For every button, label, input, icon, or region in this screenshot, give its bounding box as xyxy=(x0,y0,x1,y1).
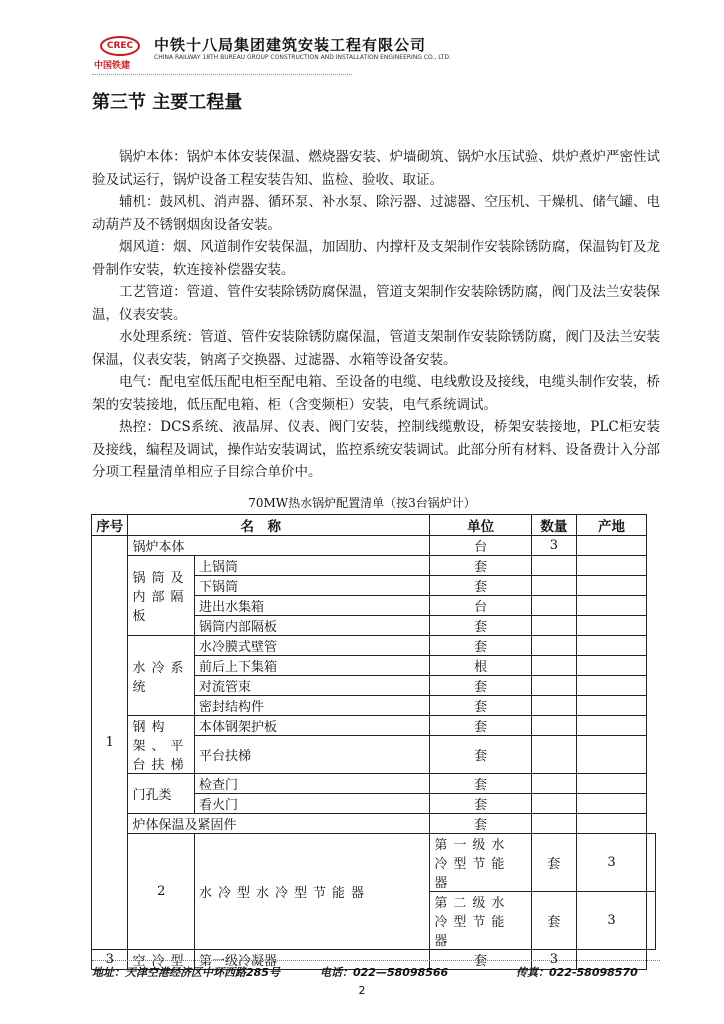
equipment-table xyxy=(91,514,656,970)
footer-fax: 传真：022-58098570 xyxy=(516,966,638,979)
boiler-body-qty: 3 xyxy=(531,536,576,556)
item-name: 看火门 xyxy=(195,794,430,814)
item-name: 前后上下集箱 xyxy=(195,656,430,676)
logo-text: 中国铁建 xyxy=(94,61,131,71)
table-row xyxy=(92,716,656,736)
company-name-cn: 中铁十八局集团建筑安装工程有限公司 xyxy=(154,36,427,54)
item-unit: 套 xyxy=(430,716,531,736)
insulation-name: 炉体保温及紧固件 xyxy=(128,814,430,834)
door-group: 门孔类 xyxy=(128,774,195,814)
page-header xyxy=(92,32,652,76)
item-name: 对流管束 xyxy=(195,676,430,696)
logo-mark: CREC xyxy=(100,36,140,56)
header-divider xyxy=(92,74,352,75)
item-unit: 套 xyxy=(430,950,531,970)
item-name: 第一级冷凝器 xyxy=(195,950,430,970)
footer-phone: 电话：022—58098566 xyxy=(320,966,449,979)
item-unit: 套 xyxy=(430,736,531,774)
row-no-1: 1 xyxy=(92,536,128,950)
header-origin: 产地 xyxy=(577,515,647,536)
item-unit: 套 xyxy=(430,636,531,656)
row-no-3: 3 xyxy=(92,950,128,970)
table-row xyxy=(92,834,656,892)
paragraph-thermal-control: 热控：DCS系统、液晶屏、仪表、阀门安装，控制线缆敷设，桥架安装接地，PLC柜安装及接线，编程及调试，操作站安装调试，监控系统安装调试。此部分所有材料、设备费计入分部分项工程量清单相应子目综合单价中。 xyxy=(92,419,660,480)
water-group: 水冷系统 xyxy=(128,636,195,716)
table-title: 70MW热水锅炉配置清单（按3台锅炉计） xyxy=(248,496,476,510)
item-unit: 套 xyxy=(430,696,531,716)
body-text xyxy=(92,146,660,484)
item-qty: 3 xyxy=(531,950,576,970)
item-unit: 套 xyxy=(430,556,531,576)
table-row xyxy=(92,556,656,576)
item-unit: 套 xyxy=(430,576,531,596)
drum-group: 锅筒及内部隔板 xyxy=(128,556,195,636)
company-name-en: CHINA RAILWAY 18TH BUREAU GROUP CONSTRUCTION AND INSTALLATION ENGINEERING CO., LTD. xyxy=(154,54,451,61)
insulation-unit: 套 xyxy=(430,814,531,834)
item-unit: 套 xyxy=(430,794,531,814)
paragraph-electrical: 电气：配电室低压配电柜至配电箱、至设备的电缆、电线敷设及接线，电缆头制作安装，桥架的安装接地，低压配电箱、柜（含变频柜）安装，电气系统调试。 xyxy=(92,374,660,413)
item-name: 锅筒内部隔板 xyxy=(195,616,430,636)
paragraph-process-piping: 工艺管道：管道、管件安装除锈防腐保温，管道支架制作安装除锈防腐，阀门及法兰安装保温，仪表安装。 xyxy=(92,284,660,323)
footer-divider xyxy=(92,960,660,961)
boiler-body-name: 锅炉本体 xyxy=(128,536,430,556)
header-unit: 单位 xyxy=(430,515,531,536)
economizer-group: 水冷型水冷型节能器 xyxy=(195,834,430,950)
row-no-2: 2 xyxy=(128,834,195,950)
item-unit: 套 xyxy=(531,834,576,892)
item-name: 密封结构件 xyxy=(195,696,430,716)
item-name: 本体钢架护板 xyxy=(195,716,430,736)
item-unit: 套 xyxy=(430,616,531,636)
table-row xyxy=(92,814,656,834)
table-row xyxy=(92,774,656,794)
item-name: 水冷膜式壁管 xyxy=(195,636,430,656)
item-unit: 套 xyxy=(430,774,531,794)
header-qty: 数量 xyxy=(531,515,576,536)
page-number: 2 xyxy=(358,984,366,997)
footer-address: 地址：天津空港经济区中环西路285号 xyxy=(92,966,280,979)
item-name: 第一级水冷型节能器 xyxy=(430,834,531,892)
item-unit: 套 xyxy=(531,892,576,950)
paragraph-boiler-body: 锅炉本体：锅炉本体安装保温、燃烧器安装、炉墙砌筑、锅炉水压试验、烘炉煮炉严密性试验及试运行，锅炉设备工程安装告知、监检、验收、取证。 xyxy=(92,149,660,188)
item-qty: 3 xyxy=(577,892,647,950)
table-header-row xyxy=(92,515,656,536)
paragraph-water-treatment: 水处理系统：管道、管件安装除锈防腐保温，管道支架制作安装除锈防腐，阀门及法兰安装保温，仪表安装，钠离子交换器、过滤器、水箱等设备安装。 xyxy=(92,329,660,368)
item-name: 第二级水冷型节能器 xyxy=(430,892,531,950)
steel-group: 钢构架、平台扶梯 xyxy=(128,716,195,774)
table-row xyxy=(92,536,656,556)
item-unit: 根 xyxy=(430,656,531,676)
table-row xyxy=(92,636,656,656)
section-title: 第三节 主要工程量 xyxy=(92,92,243,113)
item-name: 下锅筒 xyxy=(195,576,430,596)
header-name: 名 称 xyxy=(128,515,430,536)
boiler-body-unit: 台 xyxy=(430,536,531,556)
paragraph-flue-duct: 烟风道：烟、风道制作安装保温，加固肋、内撑杆及支架制作安装除锈防腐，保温钩钉及龙骨制作安装，软连接补偿器安装。 xyxy=(92,239,660,278)
item-name: 进出水集箱 xyxy=(195,596,430,616)
item-qty: 3 xyxy=(577,834,647,892)
company-logo xyxy=(92,36,148,72)
paragraph-auxiliary: 辅机：鼓风机、消声器、循环泵、补水泵、除污器、过滤器、空压机、干燥机、储气罐、电动葫芦及不锈钢烟囱设备安装。 xyxy=(92,194,660,233)
item-name: 上锅筒 xyxy=(195,556,430,576)
item-name: 检查门 xyxy=(195,774,430,794)
header-no: 序号 xyxy=(92,515,128,536)
item-unit: 套 xyxy=(430,676,531,696)
row3-group: 空冷型 xyxy=(128,950,195,970)
item-name: 平台扶梯 xyxy=(195,736,430,774)
item-unit: 台 xyxy=(430,596,531,616)
